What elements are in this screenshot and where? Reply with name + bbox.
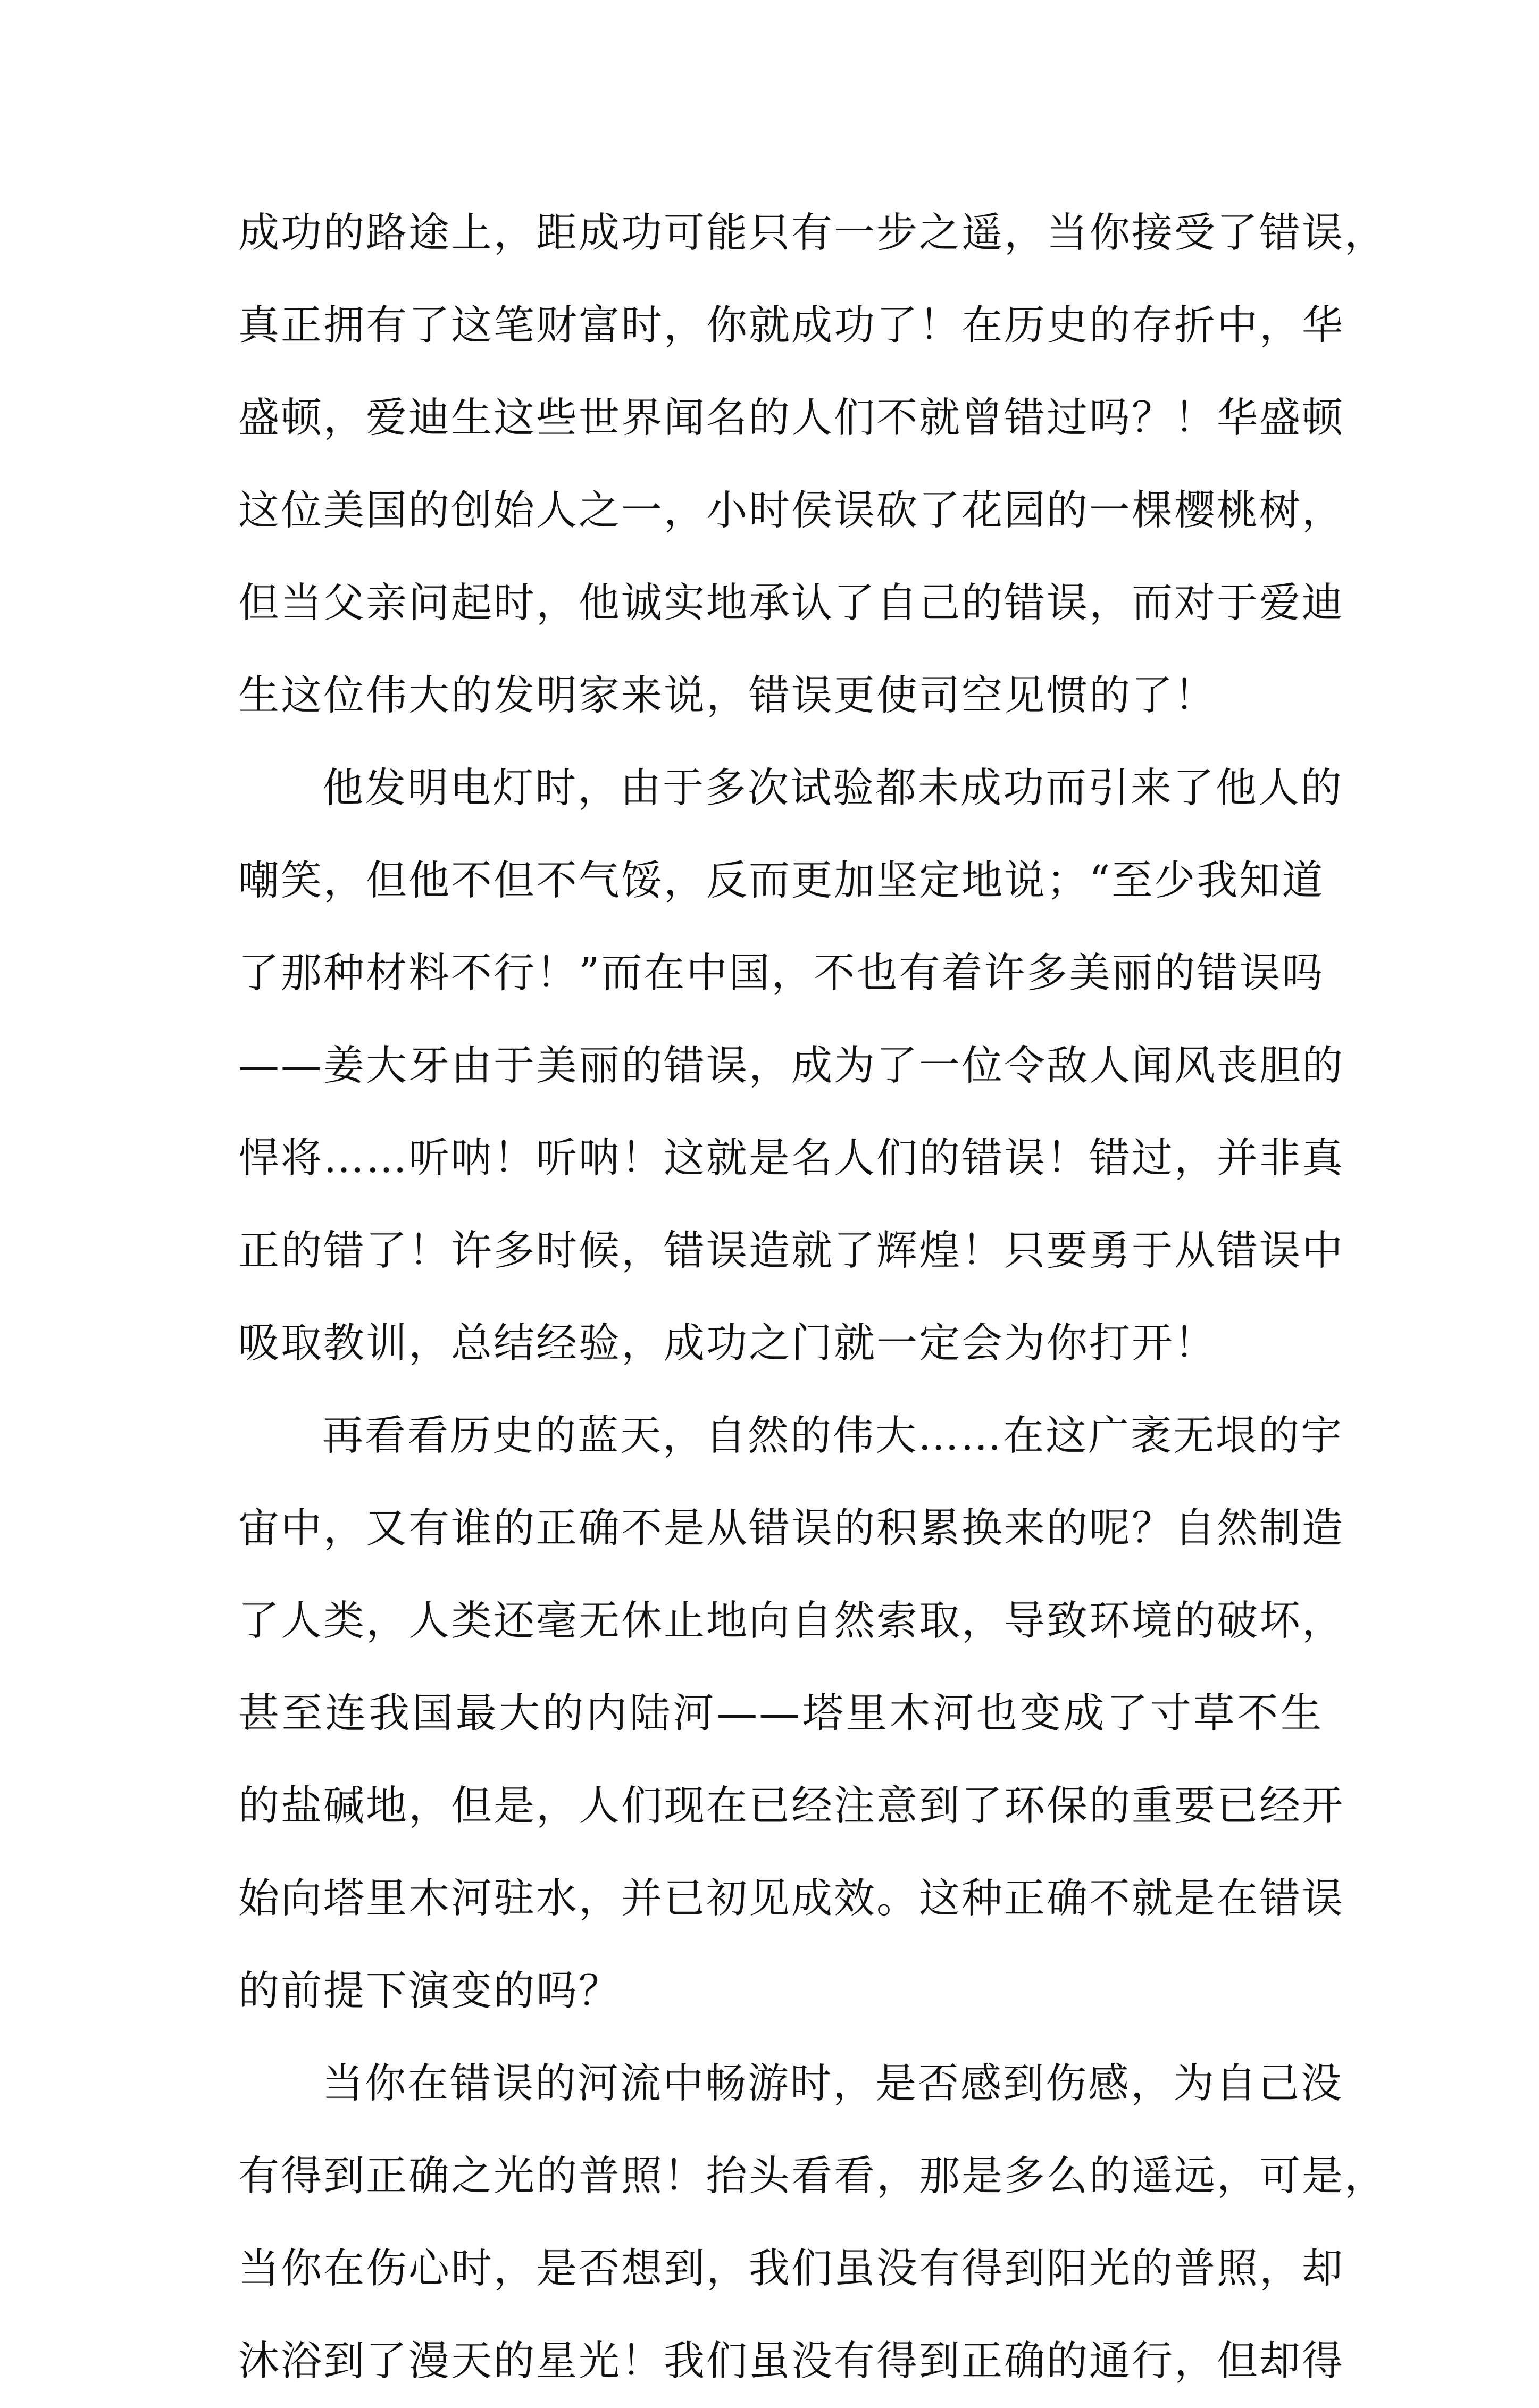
text-line: 甚至连我国最大的内陆河——塔里木河也变成了寸草不生	[238, 1690, 1323, 1737]
text-line: 成功的路途上，距成功可能只有一步之遥，当你接受了错误，	[238, 210, 1387, 257]
text-line: 但当父亲问起时，他诚实地承认了自己的错误，而对于爱迪	[238, 580, 1344, 627]
text-line: 宙中，又有谁的正确不是从错误的积累换来的呢？自然制造	[238, 1505, 1344, 1552]
text-line: 悍将……听呐！听呐！这就是名人们的错误！错过，并非真	[238, 1135, 1344, 1182]
text-line: 的前提下演变的吗？	[238, 1968, 621, 2015]
text-line: 的盐碱地，但是，人们现在已经注意到了环保的重要已经开	[238, 1783, 1344, 1830]
text-line: 吸取教训，总结经验，成功之门就一定会为你打开！	[238, 1320, 1217, 1367]
paragraph-first-line: 他发明电灯时，由于多次试验都未成功而引来了他人的	[322, 765, 1343, 812]
text-line: 当你在伤心时，是否想到，我们虽没有得到阳光的普照，却	[238, 2245, 1344, 2293]
text-line: 嘲笑，但他不但不气馁，反而更加坚定地说；“至少我知道	[238, 857, 1325, 905]
text-line: 有得到正确之光的普照！抬头看看，那是多么的遥远，可是，	[238, 2153, 1387, 2200]
text-line: 真正拥有了这笔财富时，你就成功了！在历史的存折中，华	[238, 302, 1344, 349]
paragraph-first-line: 再看看历史的蓝天，自然的伟大……在这广袤无垠的宇	[322, 1412, 1343, 1460]
text-line: 正的错了！许多时候，错误造就了辉煌！只要勇于从错误中	[238, 1227, 1344, 1275]
body-text	[238, 187, 1387, 2408]
text-line: 生这位伟大的发明家来说，错误更使司空见惯的了！	[238, 672, 1217, 720]
text-line: 了那种材料不行！”而在中国，不也有着许多美丽的错误吗	[238, 950, 1325, 997]
paragraph-first-line: 当你在错误的河流中畅游时，是否感到伤感，为自己没	[322, 2060, 1343, 2108]
text-line: 这位美国的创始人之一，小时侯误砍了花园的一棵樱桃树，	[238, 487, 1344, 534]
text-line: 沐浴到了漫天的星光！我们虽没有得到正确的通行，但却得	[238, 2338, 1344, 2385]
text-line: ——姜大牙由于美丽的错误，成为了一位令敌人闻风丧胆的	[238, 1042, 1344, 1090]
text-line: 盛顿，爱迪生这些世界闻名的人们不就曾错过吗？！华盛顿	[238, 395, 1344, 442]
text-line: 始向塔里木河驻水，并已初见成效。这种正确不就是在错误	[238, 1875, 1344, 1922]
text-line: 了人类，人类还毫无休止地向自然索取，导致环境的破坏，	[238, 1598, 1344, 1645]
